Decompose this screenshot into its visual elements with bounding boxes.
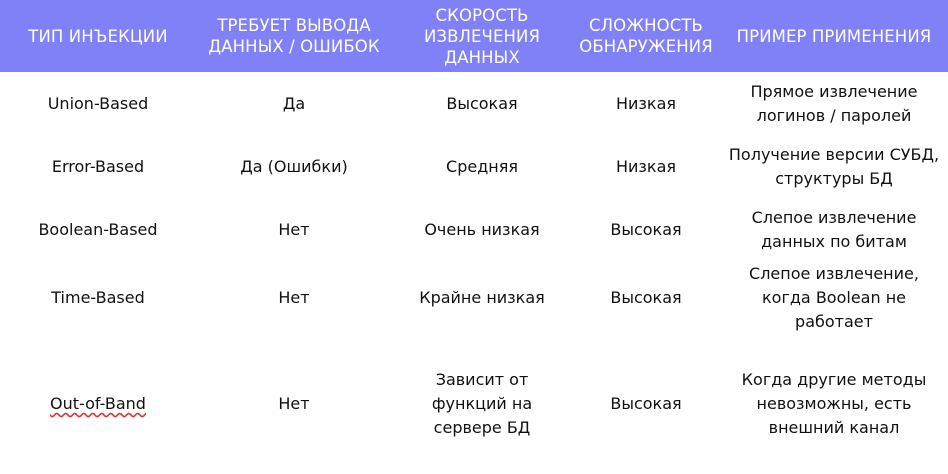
cell-requires-output: Да (Ошибки) [240,157,348,176]
cell-injection-type: Time-Based [51,288,145,307]
cell-detection-difficulty: Высокая [610,288,682,307]
cell-usage-example: Слепое извлечение, когда Boolean не работает [749,264,919,331]
table-row [0,198,948,262]
cell-extraction-speed: Высокая [446,94,518,113]
header-usage-example: ПРИМЕР ПРИМЕНЕНИЯ [736,26,932,46]
header-extraction-speed: СКОРОСТЬ ИЗВЛЕЧЕНИЯ ДАННЫХ [423,5,541,67]
cell-injection-type: Error-Based [51,157,145,176]
cell-usage-example: Когда другие методы невозможны, есть внешний канал [741,370,927,437]
header-injection-type: ТИП ИНЪЕКЦИИ [28,26,168,46]
cell-usage-example: Прямое извлечение логинов / паролей [750,82,918,125]
cell-extraction-speed: Средняя [446,157,518,176]
cell-detection-difficulty: Низкая [615,94,677,113]
cell-injection-type: Out-of-Band [50,394,146,413]
cell-usage-example: Слепое извлечение данных по битам [751,208,917,251]
cell-detection-difficulty: Высокая [610,220,682,239]
cell-extraction-speed: Очень низкая [424,220,540,239]
table-row [0,334,948,474]
table-row [0,136,948,198]
cell-requires-output: Да [282,94,306,113]
table-row [0,72,948,136]
cell-requires-output: Нет [278,288,310,307]
cell-injection-type: Union-Based [47,94,149,113]
header-requires-output: ТРЕБУЕТ ВЫВОДА ДАННЫХ / ОШИБОК [208,16,380,56]
table-header-row [0,0,948,72]
header-detection-difficulty: СЛОЖНОСТЬ ОБНАРУЖЕНИЯ [579,16,713,56]
cell-extraction-speed: Крайне низкая [419,288,545,307]
cell-detection-difficulty: Низкая [615,157,677,176]
cell-extraction-speed: Зависит от функций на сервере БД [431,370,533,437]
cell-requires-output: Нет [278,394,310,413]
cell-requires-output: Нет [278,220,310,239]
cell-detection-difficulty: Высокая [610,394,682,413]
cell-injection-type: Boolean-Based [38,220,158,239]
cell-usage-example: Получение версии СУБД, структуры БД [728,145,940,188]
table-row [0,262,948,334]
